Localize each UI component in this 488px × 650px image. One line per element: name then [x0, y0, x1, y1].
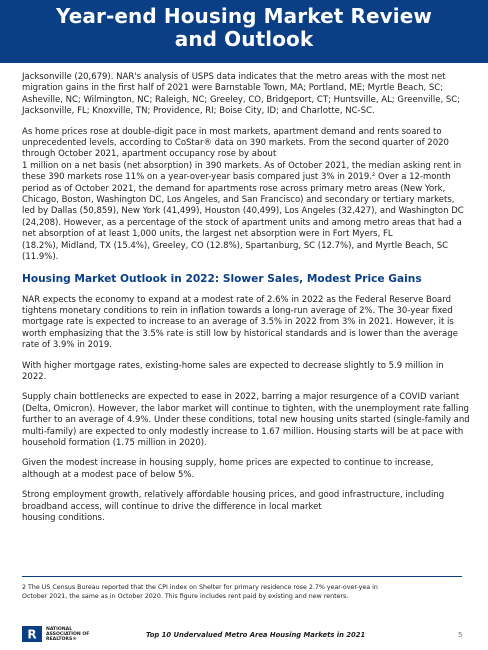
realtor-r-icon: [22, 626, 42, 642]
logo-line-2: ASSOCIATION OF: [46, 631, 90, 637]
svg-text:R: R: [27, 627, 37, 642]
page-number: 5: [458, 631, 463, 639]
paragraph-sales: With higher mortgage rates, existing-home sales are expected to decrease slightly to 5.9 million in 2022.: [22, 360, 444, 382]
page-title: Year-end Housing Market Review and Outlook: [56, 4, 432, 51]
paragraph-supply: Supply chain bottlenecks are expected to ease in 2022, barring a major resurgence of a COVID variant (Delta, Omicron). However, the labor market will continue to tighten, with the unemployment rate falling further to an average of 4.9%. Under these conditions, total new housing units started (single-family and multi-family) are expected to only modestly increase to 1.67 million. Housing starts will be at pace with household formation (1.75 million in 2020).: [22, 392, 470, 448]
paragraph-apartment-demand: As home prices rose at double-digit pace in most markets, apartment demand and rents soared to unprecedented levels, according to CoStar® data on 390 markets. From the second quarter of 2020 through October 2021, apartment occupancy rose by about 1 million on a net basis (net absorption) in 390 markets. As of October 2021, the median asking rent in these 390 markets rose 11% on a year-over-year basis compared just 3% in 2019.² Over a 12-month period as of October 2021, the demand for apartments rose across primary metro areas (New York, Chicago, Boston, Washington DC, Los Angeles, and San Francisco) and secondary or tertiary markets, led by Dallas (50,859), New York (41,499), Houston (40,499), Los Angeles (32,427), and Washington DC (24,208). However, as a percentage of the stock of apartment units and among metro areas that had a net absorption of at least 1,000 units, the largest net absorption were in Fort Myers, FL (18.2%), Midland, TX (15.4%), Greeley, CO (12.8%), Spartanburg, SC (12.7%), and Myrtle Beach, SC (11.9%).: [22, 126, 464, 263]
nar-logo: [22, 626, 89, 642]
logo-line-3: REALTORS®: [46, 636, 77, 642]
section-heading: Housing Market Outlook in 2022: Slower Sales, Modest Price Gains: [22, 272, 422, 285]
footnote-divider: [22, 576, 462, 577]
paragraph-migration: Jacksonville (20,679). NAR's analysis of USPS data indicates that the metro areas with the most net migration gains in the first half of 2021 were Barnstable Town, MA; Portland, ME; Myrtle Beach, SC; Asheville, NC; Wilmington, NC; Raleigh, NC; Greeley, CO, Bridgeport, CT; Huntsville, AL; Greenville, SC; Jacksonville, FL; Knoxville, TN; Providence, RI; Boise City, ID; and Charlotte, NC-SC.: [22, 72, 461, 117]
paragraph-local-markets: Strong employment growth, relatively affordable housing prices, and good infrastructure, including broadband access, will continue to drive the difference in local market housing conditions.: [22, 490, 445, 523]
logo-text: [46, 627, 89, 642]
main-content: [22, 72, 470, 533]
paragraph-economy: NAR expects the economy to expand at a modest rate of 2.6% in 2022 as the Federal Reserve Board tightens monetary conditions to rein in inflation towards a long-run average of 2%. The 30-year fixed mortgage rate is expected to increase to an average of 3.5% in 2022 from 3% in 2021. However, it is worth emphasizing that the 3.5% rate is still low by historical standards and is lower than the average rate of 3.9% in 2019.: [22, 294, 458, 351]
footnote: 2 The US Census Bureau reported that the CPI index on Shelter for primary residence rose 2.7% year-over-yea in October 2021, the same as in October 2020. This figure includes rent paid by existing and new renters.: [22, 584, 378, 600]
paragraph-prices: Given the modest increase in housing supply, home prices are expected to continue to increase, although at a modest pace of below 5%.: [22, 458, 434, 480]
logo-line-1: NATIONAL: [46, 626, 73, 632]
title-banner: [0, 0, 488, 63]
publication-title: Top 10 Undervalued Metro Area Housing Markets in 2021: [146, 631, 366, 639]
